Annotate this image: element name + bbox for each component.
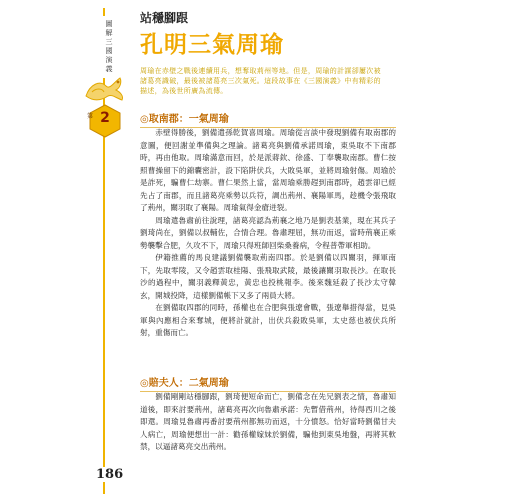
section-body — [140, 391, 396, 454]
body-paragraph: 周瑜遣魯肅前往說理，諸葛亮認為荊襄之地乃是劉表基業，現在其兵子劉琦尚在，劉備以叔輔佐，合情合理。魯肅理屈，無功而返，當時荊襄正乘勢襲擊合肥，久攻不下，周瑜只得班師回柴桑養病，令程普帶軍相助。 — [140, 215, 396, 250]
section-heading: ◎賠夫人：二氣周瑜 — [140, 374, 396, 392]
section-body — [140, 127, 396, 340]
body-paragraph: 伊籍推薦的馬良建議劉備襲取荊南四郡。於是劉備以四關羽，揮軍南下，先取零陵，又令趙雲取桂陽、張飛取武陵，最後讓關羽取長沙。在取長沙的過程中，關羽義釋黃忠，黃忠也投桃報李。後來魏延殺了長沙太守韓玄，開城投降，這樣劉備帳下又多了兩員大將。 — [140, 253, 396, 300]
series-title: 圖解三國演義 — [94, 16, 114, 78]
chapter-number: 2 — [100, 110, 110, 126]
section-heading: ◎取南郡：一氣周瑜 — [140, 110, 396, 128]
body-paragraph: 赤壁得勝後，劉備遣孫乾賀喜周瑜。周瑜從言談中發現劉備有取南郡的意圖，便回謝並準備與之理論。諸葛亮與劉備承諾周瑜，東吳取不下南郡時，再由他取。周瑜滿意而回，於是派蔣欽、徐盛、丁奉襲取南郡。曹仁按照曹操留下的錦囊密計，設下陷阱伏兵，大敗吳軍，並將周瑜射傷。周瑜於是詐死，騙曹仁劫寨。曹仁果然上當，當周瑜乘勝趕到南郡時，趙雲卻已經先占了南郡，而且諸葛亮乘勢以兵符，調出荊州、襄陽軍馬，趁機令張飛取了荊州，關羽取了襄陽。周瑜氣得金瘡迸裂。 — [140, 128, 396, 212]
page-title: 孔明三氣周瑜 — [140, 32, 284, 58]
body-paragraph: 劉備剛剛站穩腳跟，劉琦便短命而亡，劉備念在先兄劉表之情，魯肅知道後，即來討要荊州，諸葛亮再次向魯肅承諾：先暫借荊州，待得西川之後即還。周瑜見魯肅再番討要荊州都無功而返，十分憤怒。恰好當時劉備甘夫人病亡，周瑜便想出一計：勸孫權嫁妹於劉備，騙他到東吳地盤，再將其軟禁，以逼諸葛亮交出荊州。 — [140, 392, 396, 451]
intro-text: 周瑜在赤壁之戰後連續用兵，想奪取荊州等地。但是，周瑜的計謀卻屢次被諸葛亮識破，最後被諸葛亮三次氣死。這段故事在《三國演義》中有精彩的描述，為後世所廣為流傳。 — [140, 67, 381, 95]
chapter-label: 第 — [87, 113, 94, 120]
section-kicker: 站穩腳跟 — [140, 11, 189, 25]
page-number: 186 — [96, 467, 124, 482]
dragon-icon — [80, 70, 128, 106]
body-paragraph: 在劉備取四郡的同時，孫權也在合肥與張遼會戰，張遼舉措得當，見吳軍與內應相合來奪城，便將計就計，出伏兵殺敗吳軍，太史慈也被伏兵所射，重傷而亡。 — [140, 303, 396, 337]
sidebar — [84, 8, 124, 494]
